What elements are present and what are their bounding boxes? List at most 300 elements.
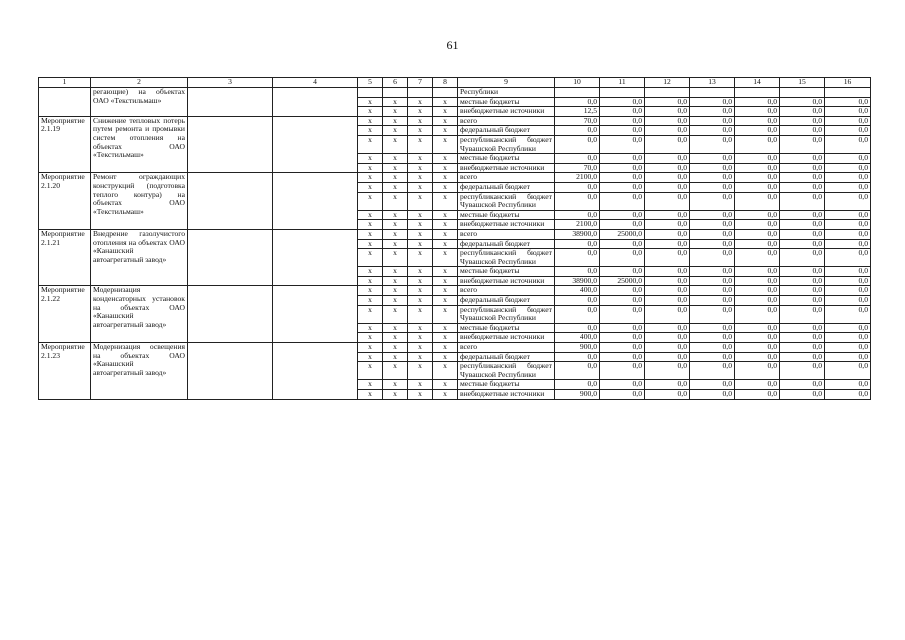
value-cell: 0,0 <box>690 163 735 173</box>
header-cell: 6 <box>383 78 408 88</box>
x-mark: х <box>358 380 383 390</box>
value-cell: 0,0 <box>825 173 871 183</box>
value-cell: 0,0 <box>645 362 690 380</box>
header-cell: 16 <box>825 78 871 88</box>
value-cell: 0,0 <box>735 323 780 333</box>
x-mark: х <box>433 239 458 249</box>
x-mark: х <box>408 163 433 173</box>
value-cell: 0,0 <box>825 126 871 136</box>
x-mark: х <box>433 192 458 210</box>
x-mark: х <box>383 220 408 230</box>
funding-source: всего <box>458 286 555 296</box>
empty-cell <box>358 88 383 98</box>
x-mark: х <box>433 296 458 306</box>
x-mark: х <box>408 126 433 136</box>
x-mark: х <box>433 220 458 230</box>
value-cell: 0,0 <box>645 390 690 400</box>
value-cell: 0,0 <box>690 267 735 277</box>
x-mark: х <box>408 220 433 230</box>
funding-source: республиканский бюджет Чувашской Республики <box>458 362 555 380</box>
value-cell: 0,0 <box>645 229 690 239</box>
value-cell: 0,0 <box>825 182 871 192</box>
value-cell: 0,0 <box>600 107 645 117</box>
x-mark: х <box>433 182 458 192</box>
value-cell: 0,0 <box>690 276 735 286</box>
value-cell: 0,0 <box>555 249 600 267</box>
value-cell: 25000,0 <box>600 276 645 286</box>
value-cell: 0,0 <box>645 343 690 353</box>
value-cell: 0,0 <box>555 380 600 390</box>
value-cell: 0,0 <box>645 333 690 343</box>
x-mark: х <box>433 249 458 267</box>
x-mark: х <box>408 276 433 286</box>
value-cell: 0,0 <box>780 154 825 164</box>
value-cell: 0,0 <box>690 286 735 296</box>
x-mark: х <box>358 135 383 153</box>
x-mark: х <box>383 239 408 249</box>
x-mark: х <box>408 305 433 323</box>
x-mark: х <box>358 229 383 239</box>
value-cell: 0,0 <box>645 182 690 192</box>
value-cell: 0,0 <box>600 362 645 380</box>
value-cell: 0,0 <box>780 352 825 362</box>
value-cell: 0,0 <box>780 267 825 277</box>
x-mark: х <box>358 154 383 164</box>
x-mark: х <box>408 323 433 333</box>
value-cell: 0,0 <box>690 390 735 400</box>
value-cell: 900,0 <box>555 390 600 400</box>
value-cell: 0,0 <box>600 390 645 400</box>
value-cell: 0,0 <box>690 126 735 136</box>
table-row <box>39 286 871 296</box>
value-cell: 0,0 <box>645 163 690 173</box>
value-cell: 0,0 <box>645 192 690 210</box>
value-cell: 0,0 <box>645 116 690 126</box>
value-cell: 0,0 <box>735 380 780 390</box>
funding-source: республиканский бюджет Чувашской Республики <box>458 135 555 153</box>
value-cell: 0,0 <box>555 239 600 249</box>
table-row <box>39 88 871 98</box>
value-cell: 0,0 <box>780 239 825 249</box>
x-mark: х <box>433 323 458 333</box>
x-mark: х <box>433 210 458 220</box>
x-mark: х <box>383 107 408 117</box>
x-mark: х <box>408 390 433 400</box>
empty-cell <box>735 88 780 98</box>
value-cell: 0,0 <box>780 182 825 192</box>
x-mark: х <box>433 154 458 164</box>
value-cell: 0,0 <box>825 276 871 286</box>
value-cell: 0,0 <box>825 239 871 249</box>
value-cell: 0,0 <box>780 135 825 153</box>
value-cell: 0,0 <box>645 305 690 323</box>
empty-cell <box>188 173 273 230</box>
value-cell: 0,0 <box>825 362 871 380</box>
x-mark: х <box>433 380 458 390</box>
value-cell: 0,0 <box>780 276 825 286</box>
value-cell: 0,0 <box>825 267 871 277</box>
value-cell: 0,0 <box>825 390 871 400</box>
value-cell: 0,0 <box>600 126 645 136</box>
value-cell: 0,0 <box>690 229 735 239</box>
empty-cell <box>273 229 358 286</box>
empty-cell <box>273 116 358 173</box>
x-mark: х <box>383 296 408 306</box>
empty-cell <box>188 286 273 343</box>
x-mark: х <box>358 352 383 362</box>
funding-source: федеральный бюджет <box>458 352 555 362</box>
value-cell: 0,0 <box>555 267 600 277</box>
measure-name: Ремонт ограждающих конструкций (подготовка теплого контура) на объектах ОАО «Текстильмаш» <box>91 173 188 230</box>
x-mark: х <box>358 323 383 333</box>
value-cell: 400,0 <box>555 286 600 296</box>
value-cell: 0,0 <box>735 343 780 353</box>
value-cell: 0,0 <box>735 229 780 239</box>
funding-source: федеральный бюджет <box>458 296 555 306</box>
empty-cell <box>273 343 358 400</box>
value-cell: 0,0 <box>690 323 735 333</box>
header-cell: 13 <box>690 78 735 88</box>
x-mark: х <box>433 229 458 239</box>
value-cell: 0,0 <box>645 154 690 164</box>
value-cell: 0,0 <box>825 305 871 323</box>
x-mark: х <box>383 97 408 107</box>
value-cell: 400,0 <box>555 333 600 343</box>
x-mark: х <box>433 107 458 117</box>
funding-source: внебюджетные источники <box>458 276 555 286</box>
funding-source: республиканский бюджет Чувашской Республики <box>458 305 555 323</box>
funding-source: всего <box>458 116 555 126</box>
value-cell: 0,0 <box>600 163 645 173</box>
value-cell: 0,0 <box>645 352 690 362</box>
header-cell: 5 <box>358 78 383 88</box>
x-mark: х <box>433 305 458 323</box>
value-cell: 0,0 <box>600 154 645 164</box>
funding-source: федеральный бюджет <box>458 239 555 249</box>
x-mark: х <box>383 154 408 164</box>
measure-code: Мероприятие 2.1.21 <box>39 229 91 286</box>
value-cell: 0,0 <box>690 343 735 353</box>
header-cell: 15 <box>780 78 825 88</box>
value-cell: 0,0 <box>780 296 825 306</box>
value-cell: 0,0 <box>645 107 690 117</box>
x-mark: х <box>433 163 458 173</box>
value-cell: 2100,0 <box>555 173 600 183</box>
x-mark: х <box>383 126 408 136</box>
value-cell: 0,0 <box>645 276 690 286</box>
value-cell: 0,0 <box>600 305 645 323</box>
value-cell: 0,0 <box>735 305 780 323</box>
value-cell: 0,0 <box>600 192 645 210</box>
value-cell: 0,0 <box>690 154 735 164</box>
funding-source: республиканский бюджет Чувашской Республики <box>458 192 555 210</box>
empty-cell <box>188 116 273 173</box>
empty-cell <box>555 88 600 98</box>
measure-name: Снижение тепловых потерь путем ремонта и промывки систем отопления на объектах ОАО «Текстильмаш» <box>91 116 188 173</box>
measure-name: регающие) на объектах ОАО «Текстильмаш» <box>91 88 188 117</box>
value-cell: 2100,0 <box>555 220 600 230</box>
value-cell: 0,0 <box>645 249 690 267</box>
funding-source: федеральный бюджет <box>458 126 555 136</box>
x-mark: х <box>408 116 433 126</box>
value-cell: 0,0 <box>780 286 825 296</box>
funding-source: внебюджетные источники <box>458 390 555 400</box>
value-cell: 0,0 <box>825 220 871 230</box>
value-cell: 0,0 <box>600 173 645 183</box>
value-cell: 0,0 <box>825 333 871 343</box>
x-mark: х <box>433 97 458 107</box>
value-cell: 0,0 <box>780 126 825 136</box>
empty-cell <box>273 286 358 343</box>
value-cell: 0,0 <box>780 107 825 117</box>
x-mark: х <box>383 352 408 362</box>
empty-cell <box>273 88 358 117</box>
value-cell: 0,0 <box>600 296 645 306</box>
x-mark: х <box>383 333 408 343</box>
header-cell: 12 <box>645 78 690 88</box>
funding-source: внебюджетные источники <box>458 163 555 173</box>
x-mark: х <box>358 249 383 267</box>
x-mark: х <box>408 192 433 210</box>
x-mark: х <box>408 173 433 183</box>
header-cell: 1 <box>39 78 91 88</box>
x-mark: х <box>383 286 408 296</box>
value-cell: 0,0 <box>600 333 645 343</box>
x-mark: х <box>408 97 433 107</box>
x-mark: х <box>383 163 408 173</box>
x-mark: х <box>358 126 383 136</box>
empty-cell <box>780 88 825 98</box>
empty-cell <box>188 229 273 286</box>
table-row <box>39 173 871 183</box>
value-cell: 0,0 <box>780 173 825 183</box>
value-cell: 0,0 <box>825 286 871 296</box>
measure-name: Модернизация освещения на объектах ОАО «Канашский автоагрегатный завод» <box>91 343 188 400</box>
x-mark: х <box>383 116 408 126</box>
value-cell: 0,0 <box>555 192 600 210</box>
x-mark: х <box>358 286 383 296</box>
value-cell: 0,0 <box>780 323 825 333</box>
value-cell: 0,0 <box>645 210 690 220</box>
value-cell: 0,0 <box>555 362 600 380</box>
value-cell: 0,0 <box>825 229 871 239</box>
x-mark: х <box>383 135 408 153</box>
x-mark: х <box>408 362 433 380</box>
funding-source: всего <box>458 229 555 239</box>
x-mark: х <box>408 286 433 296</box>
value-cell: 0,0 <box>825 163 871 173</box>
value-cell: 0,0 <box>780 163 825 173</box>
value-cell: 0,0 <box>555 154 600 164</box>
value-cell: 0,0 <box>825 135 871 153</box>
value-cell: 0,0 <box>555 305 600 323</box>
value-cell: 0,0 <box>645 126 690 136</box>
x-mark: х <box>408 154 433 164</box>
funding-source: всего <box>458 343 555 353</box>
header-cell: 2 <box>91 78 188 88</box>
value-cell: 0,0 <box>600 135 645 153</box>
x-mark: х <box>358 239 383 249</box>
value-cell: 0,0 <box>600 323 645 333</box>
value-cell: 70,0 <box>555 163 600 173</box>
header-row <box>39 78 871 88</box>
value-cell: 0,0 <box>780 362 825 380</box>
value-cell: 0,0 <box>735 163 780 173</box>
empty-cell <box>825 88 871 98</box>
value-cell: 0,0 <box>825 97 871 107</box>
value-cell: 0,0 <box>555 210 600 220</box>
measure-code: Мероприятие 2.1.19 <box>39 116 91 173</box>
value-cell: 0,0 <box>735 135 780 153</box>
value-cell: 0,0 <box>825 343 871 353</box>
value-cell: 0,0 <box>645 380 690 390</box>
value-cell: 0,0 <box>600 182 645 192</box>
funding-source: внебюджетные источники <box>458 333 555 343</box>
value-cell: 0,0 <box>600 249 645 267</box>
value-cell: 0,0 <box>600 267 645 277</box>
value-cell: 0,0 <box>690 352 735 362</box>
x-mark: х <box>358 173 383 183</box>
x-mark: х <box>383 343 408 353</box>
x-mark: х <box>433 135 458 153</box>
value-cell: 0,0 <box>690 192 735 210</box>
x-mark: х <box>358 97 383 107</box>
value-cell: 0,0 <box>735 126 780 136</box>
value-cell: 0,0 <box>645 239 690 249</box>
value-cell: 0,0 <box>690 135 735 153</box>
x-mark: х <box>408 210 433 220</box>
funding-source: федеральный бюджет <box>458 182 555 192</box>
funding-source: республиканский бюджет Чувашской Республики <box>458 249 555 267</box>
value-cell: 0,0 <box>690 107 735 117</box>
x-mark: х <box>408 296 433 306</box>
x-mark: х <box>358 192 383 210</box>
table-row <box>39 229 871 239</box>
x-mark: х <box>408 239 433 249</box>
header-cell: 10 <box>555 78 600 88</box>
value-cell: 0,0 <box>825 210 871 220</box>
empty-cell <box>383 88 408 98</box>
value-cell: 0,0 <box>690 173 735 183</box>
value-cell: 0,0 <box>600 343 645 353</box>
header-cell: 8 <box>433 78 458 88</box>
x-mark: х <box>383 276 408 286</box>
value-cell: 0,0 <box>690 380 735 390</box>
value-cell: 0,0 <box>555 352 600 362</box>
funding-source: всего <box>458 173 555 183</box>
measure-name: Внедрение газолучистого отопления на объектах ОАО «Канашский автоагрегатный завод» <box>91 229 188 286</box>
value-cell: 0,0 <box>825 296 871 306</box>
value-cell: 0,0 <box>645 220 690 230</box>
x-mark: х <box>433 352 458 362</box>
x-mark: х <box>408 135 433 153</box>
funding-source: внебюджетные источники <box>458 107 555 117</box>
x-mark: х <box>433 267 458 277</box>
value-cell: 0,0 <box>600 352 645 362</box>
x-mark: х <box>433 362 458 380</box>
measure-code <box>39 88 91 117</box>
value-cell: 0,0 <box>825 107 871 117</box>
value-cell: 0,0 <box>735 107 780 117</box>
header-cell: 7 <box>408 78 433 88</box>
x-mark: х <box>358 182 383 192</box>
x-mark: х <box>358 390 383 400</box>
x-mark: х <box>408 380 433 390</box>
x-mark: х <box>408 343 433 353</box>
x-mark: х <box>358 210 383 220</box>
value-cell: 0,0 <box>780 220 825 230</box>
value-cell: 0,0 <box>780 390 825 400</box>
x-mark: х <box>433 390 458 400</box>
x-mark: х <box>433 343 458 353</box>
funding-source: местные бюджеты <box>458 210 555 220</box>
value-cell: 12,5 <box>555 107 600 117</box>
value-cell: 0,0 <box>780 229 825 239</box>
value-cell: 0,0 <box>825 116 871 126</box>
funding-source: местные бюджеты <box>458 154 555 164</box>
header-cell: 14 <box>735 78 780 88</box>
x-mark: х <box>383 192 408 210</box>
funding-source: внебюджетные источники <box>458 220 555 230</box>
x-mark: х <box>408 249 433 267</box>
measure-code: Мероприятие 2.1.22 <box>39 286 91 343</box>
x-mark: х <box>383 267 408 277</box>
value-cell: 0,0 <box>735 220 780 230</box>
value-cell: 0,0 <box>735 390 780 400</box>
table-row <box>39 116 871 126</box>
value-cell: 0,0 <box>690 305 735 323</box>
x-mark: х <box>433 333 458 343</box>
x-mark: х <box>383 305 408 323</box>
x-mark: х <box>433 126 458 136</box>
value-cell: 0,0 <box>690 97 735 107</box>
value-cell: 0,0 <box>735 249 780 267</box>
value-cell: 0,0 <box>645 267 690 277</box>
value-cell: 0,0 <box>690 220 735 230</box>
x-mark: х <box>358 267 383 277</box>
x-mark: х <box>433 276 458 286</box>
value-cell: 0,0 <box>735 362 780 380</box>
x-mark: х <box>383 323 408 333</box>
x-mark: х <box>358 276 383 286</box>
x-mark: х <box>383 210 408 220</box>
value-cell: 0,0 <box>825 192 871 210</box>
x-mark: х <box>408 333 433 343</box>
value-cell: 0,0 <box>690 333 735 343</box>
x-mark: х <box>383 390 408 400</box>
funding-source: Республики <box>458 88 555 98</box>
value-cell: 0,0 <box>645 323 690 333</box>
value-cell: 0,0 <box>780 305 825 323</box>
value-cell: 0,0 <box>735 192 780 210</box>
value-cell: 0,0 <box>825 323 871 333</box>
x-mark: х <box>433 116 458 126</box>
value-cell: 0,0 <box>825 380 871 390</box>
budget-table <box>38 77 871 400</box>
value-cell: 0,0 <box>645 173 690 183</box>
page-number: 61 <box>446 38 459 52</box>
x-mark: х <box>408 352 433 362</box>
value-cell: 0,0 <box>825 154 871 164</box>
value-cell: 0,0 <box>780 97 825 107</box>
value-cell: 0,0 <box>600 116 645 126</box>
empty-cell <box>408 88 433 98</box>
value-cell: 0,0 <box>735 154 780 164</box>
value-cell: 0,0 <box>780 116 825 126</box>
x-mark: х <box>383 173 408 183</box>
value-cell: 0,0 <box>780 249 825 267</box>
empty-cell <box>188 343 273 400</box>
